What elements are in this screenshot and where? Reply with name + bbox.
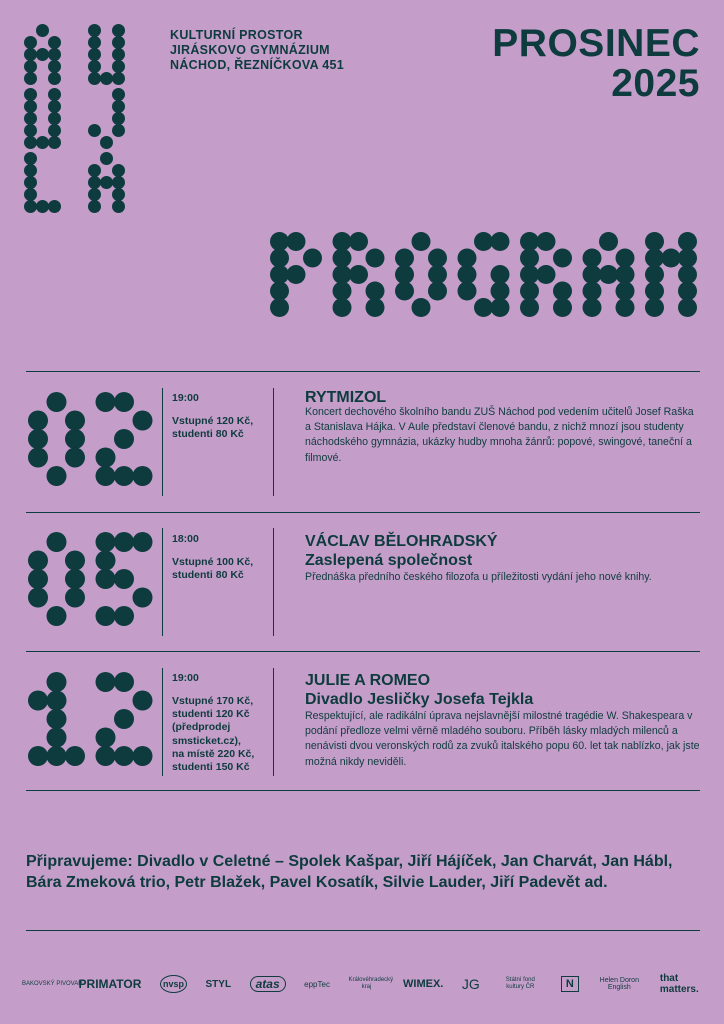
- event-separator-left: [162, 528, 163, 636]
- dot-glyph-L: [36, 200, 49, 213]
- dot-glyph-0: [65, 429, 85, 449]
- dot-glyph-P: [303, 249, 322, 268]
- dot-glyph-R: [333, 265, 352, 284]
- dot-glyph-U: [112, 24, 125, 37]
- dot-glyph-2: [114, 392, 134, 412]
- dot-glyph-J: [100, 136, 113, 149]
- dot-glyph-P: [270, 232, 289, 251]
- dot-glyph-A: [36, 48, 49, 61]
- dot-glyph-A: [112, 188, 125, 201]
- dot-glyph-O: [428, 265, 447, 284]
- dot-glyph-O: [412, 298, 431, 317]
- dot-glyph-A: [48, 60, 61, 73]
- dot-glyph-L: [24, 176, 37, 189]
- dot-glyph-A: [24, 36, 37, 49]
- month-heading: [492, 24, 700, 104]
- event-separator-right: [273, 668, 274, 776]
- dot-glyph-5: [96, 569, 116, 589]
- event-day-05: [28, 532, 150, 624]
- dot-glyph-A: [616, 265, 635, 284]
- dot-glyph-2: [114, 429, 134, 449]
- dot-glyph-2: [114, 672, 134, 692]
- dot-glyph-R: [349, 265, 368, 284]
- event-title: JULIE A ROMEO: [305, 672, 431, 689]
- aula-logo: [24, 24, 148, 212]
- dot-glyph-U: [88, 24, 101, 37]
- event-time: 19:00: [172, 392, 199, 404]
- dot-glyph-0: [65, 588, 85, 608]
- sponsor-primator-logo: PRIMATOR: [78, 977, 142, 991]
- dot-glyph-G: [491, 282, 510, 301]
- dot-glyph-U: [112, 60, 125, 73]
- dot-glyph-U: [48, 136, 61, 149]
- divider-2: [26, 651, 700, 652]
- dot-glyph-2: [133, 466, 153, 486]
- dot-glyph-2: [133, 746, 153, 766]
- sponsor-helendoron-logo: Helen Doron English: [599, 977, 639, 991]
- dot-glyph-5: [114, 569, 134, 589]
- dot-glyph-A: [48, 36, 61, 49]
- dot-glyph-O: [395, 249, 414, 268]
- dot-glyph-A: [48, 48, 61, 61]
- dot-glyph-5: [114, 532, 134, 552]
- dot-glyph-2: [96, 672, 116, 692]
- dot-glyph-A: [100, 176, 113, 189]
- venue-address: [170, 28, 344, 73]
- dot-glyph-G: [474, 232, 493, 251]
- dot-glyph-U: [36, 136, 49, 149]
- event-price: Vstupné 100 Kč, studenti 80 Kč: [172, 556, 254, 582]
- dot-glyph-U: [48, 88, 61, 101]
- dot-glyph-A: [616, 249, 635, 268]
- dot-glyph-M: [678, 298, 697, 317]
- dot-glyph-2: [96, 728, 116, 748]
- dot-glyph-M: [645, 232, 664, 251]
- event-day-12: [28, 672, 150, 764]
- dot-glyph-J: [88, 124, 101, 137]
- dot-glyph-A: [24, 60, 37, 73]
- dot-glyph-U: [48, 100, 61, 113]
- sponsor-wimex-logo: WIMEX.: [403, 978, 444, 990]
- dot-glyph-1: [65, 746, 85, 766]
- dot-glyph-L: [24, 164, 37, 177]
- dot-glyph-U: [112, 48, 125, 61]
- dot-glyph-R: [553, 298, 572, 317]
- dot-glyph-0: [47, 532, 67, 552]
- event-price: Vstupné 170 Kč, studenti 120 Kč (předprodej smsticket.cz), na místě 220 Kč, studenti 150 Kč: [172, 695, 255, 774]
- dot-glyph-0: [28, 569, 48, 589]
- dot-glyph-R: [333, 282, 352, 301]
- dot-glyph-R: [520, 282, 539, 301]
- sponsor-atas-logo: atas: [250, 976, 286, 992]
- event-description: Koncert dechového školního bandu ZUŠ Náchod pod vedením učitelů Josef Raška a Stanislava Hájka. V Aule představí členové bandu, z nichž mnozí jsou studenty náchodského gymnázia, ukázky hudby mnoha žánrů: popové, swingové, taneční a filmové.: [305, 406, 694, 464]
- dot-glyph-J: [112, 112, 125, 125]
- dot-glyph-0: [28, 429, 48, 449]
- dot-glyph-A: [112, 176, 125, 189]
- dot-glyph-A: [599, 232, 618, 251]
- dot-glyph-1: [47, 728, 67, 748]
- dot-glyph-U: [48, 112, 61, 125]
- dot-glyph-P: [270, 282, 289, 301]
- dot-glyph-R: [537, 232, 556, 251]
- event-separator-left: [162, 668, 163, 776]
- dot-glyph-A: [583, 298, 602, 317]
- dot-glyph-M: [645, 265, 664, 284]
- event-separator-left: [162, 388, 163, 496]
- dot-glyph-R: [537, 265, 556, 284]
- dot-glyph-2: [96, 448, 116, 468]
- event-subtitle: Zaslepená společnost: [305, 552, 473, 569]
- event-separator-right: [273, 388, 274, 496]
- venue-line-1: KULTURNÍ PROSTOR: [170, 28, 303, 42]
- dot-glyph-U: [88, 60, 101, 73]
- month-year: 2025: [611, 62, 700, 105]
- dot-glyph-U: [112, 72, 125, 85]
- dot-glyph-A: [583, 265, 602, 284]
- dot-glyph-R: [333, 298, 352, 317]
- month-name: PROSINEC: [492, 22, 700, 65]
- dot-glyph-P: [270, 249, 289, 268]
- dot-glyph-L: [24, 200, 37, 213]
- dot-glyph-M: [678, 232, 697, 251]
- sponsor-kraj-logo: Královéhradecký kraj: [348, 977, 394, 990]
- dot-glyph-A: [112, 164, 125, 177]
- dot-glyph-0: [28, 588, 48, 608]
- dot-glyph-5: [133, 532, 153, 552]
- dot-glyph-O: [428, 282, 447, 301]
- sponsor-nvsp-logo: nvsp: [160, 975, 187, 993]
- dot-glyph-M: [662, 249, 681, 268]
- dot-glyph-A: [616, 282, 635, 301]
- dot-glyph-U: [48, 124, 61, 137]
- dot-glyph-0: [47, 392, 67, 412]
- upcoming-program: Připravujeme: Divadlo v Celetné – Spolek Kašpar, Jiří Hájíček, Jan Charvát, Jan Hábl, Bára Zmeková trio, Petr Blažek, Pavel Kosatík, Silvie Lauder, Jiří Padevět ad.: [26, 853, 673, 891]
- event-day-02: [28, 392, 150, 484]
- event-subtitle: Divadlo Jesličky Josefa Tejkla: [305, 691, 534, 708]
- dot-glyph-R: [366, 282, 385, 301]
- dot-glyph-0: [65, 411, 85, 431]
- dot-glyph-0: [65, 448, 85, 468]
- sponsor-thatmatters-logo: that matters.: [659, 973, 699, 995]
- dot-glyph-A: [112, 200, 125, 213]
- sponsor-strip: [22, 966, 706, 1002]
- dot-glyph-U: [24, 124, 37, 137]
- dot-glyph-5: [96, 532, 116, 552]
- dot-glyph-U: [112, 36, 125, 49]
- dot-glyph-1: [28, 691, 48, 711]
- dot-glyph-A: [48, 72, 61, 85]
- dot-glyph-P: [270, 298, 289, 317]
- dot-glyph-U: [100, 72, 113, 85]
- divider-1: [26, 512, 700, 513]
- dot-glyph-M: [645, 298, 664, 317]
- dot-glyph-A: [36, 24, 49, 37]
- event-separator-right: [273, 528, 274, 636]
- dot-glyph-0: [28, 411, 48, 431]
- dot-glyph-U: [88, 48, 101, 61]
- dot-glyph-G: [491, 298, 510, 317]
- dot-glyph-0: [28, 448, 48, 468]
- sponsor-bakovsky-logo: BAKOVSKÝ PIVOVAR: [22, 980, 83, 987]
- dot-glyph-U: [24, 112, 37, 125]
- dot-glyph-P: [287, 265, 306, 284]
- dot-glyph-1: [47, 746, 67, 766]
- dot-glyph-2: [114, 709, 134, 729]
- dot-glyph-G: [491, 265, 510, 284]
- dot-glyph-R: [553, 249, 572, 268]
- dot-glyph-R: [553, 282, 572, 301]
- dot-glyph-A: [88, 200, 101, 213]
- dot-glyph-M: [678, 249, 697, 268]
- dot-glyph-5: [114, 606, 134, 626]
- dot-glyph-L: [24, 188, 37, 201]
- event-description: Respektující, ale radikální úprava nejslavnější milostné tragédie W. Shakespeara v podání předloze velmi věrně mladého souboru. Příběh lásky mladých milenců a nenávisti dvou veronských rodů za zvuků italského popu 60. let tak nablízko, jak jste možná nikdy neviděli.: [305, 710, 700, 768]
- dot-glyph-O: [412, 232, 431, 251]
- dot-glyph-0: [47, 606, 67, 626]
- dot-glyph-0: [47, 466, 67, 486]
- dot-glyph-O: [395, 265, 414, 284]
- dot-glyph-1: [28, 746, 48, 766]
- dot-glyph-U: [24, 88, 37, 101]
- dot-glyph-G: [458, 249, 477, 268]
- dot-glyph-A: [24, 72, 37, 85]
- dot-glyph-R: [349, 232, 368, 251]
- divider-bottom: [26, 930, 700, 931]
- dot-glyph-R: [366, 249, 385, 268]
- dot-glyph-A: [88, 176, 101, 189]
- divider-3: [26, 790, 700, 791]
- dot-glyph-5: [96, 551, 116, 571]
- dot-glyph-R: [333, 232, 352, 251]
- dot-glyph-R: [366, 298, 385, 317]
- dot-glyph-P: [270, 265, 289, 284]
- dot-glyph-L: [24, 152, 37, 165]
- dot-glyph-U: [24, 136, 37, 149]
- sponsor-jg-logo: JG: [461, 976, 480, 992]
- dot-glyph-M: [678, 265, 697, 284]
- dot-glyph-1: [47, 672, 67, 692]
- dot-glyph-0: [28, 551, 48, 571]
- dot-glyph-5: [96, 606, 116, 626]
- dot-glyph-2: [133, 411, 153, 431]
- dot-glyph-A: [88, 164, 101, 177]
- dot-glyph-J: [112, 88, 125, 101]
- program-heading: [270, 232, 702, 316]
- dot-glyph-2: [114, 746, 134, 766]
- venue-line-3: NÁCHOD, ŘEZNÍČKOVA 451: [170, 58, 344, 72]
- dot-glyph-R: [520, 265, 539, 284]
- dot-glyph-L: [48, 200, 61, 213]
- event-title: VÁCLAV BĚLOHRADSKÝ: [305, 533, 498, 550]
- dot-glyph-2: [96, 466, 116, 486]
- dot-glyph-1: [47, 709, 67, 729]
- dot-glyph-0: [65, 551, 85, 571]
- sponsor-styl-logo: STYL: [205, 978, 232, 990]
- divider-top: [26, 371, 700, 372]
- dot-glyph-G: [458, 265, 477, 284]
- dot-glyph-G: [458, 282, 477, 301]
- dot-glyph-A: [100, 152, 113, 165]
- sponsor-n-logo: N: [561, 976, 579, 992]
- dot-glyph-J: [112, 100, 125, 113]
- dot-glyph-2: [96, 746, 116, 766]
- dot-glyph-U: [24, 100, 37, 113]
- dot-glyph-R: [520, 232, 539, 251]
- dot-glyph-A: [583, 249, 602, 268]
- dot-glyph-J: [112, 124, 125, 137]
- venue-line-2: JIRÁSKOVO GYMNÁZIUM: [170, 43, 330, 57]
- dot-glyph-2: [133, 691, 153, 711]
- event-description: Přednáška předního českého filozofa u příležitosti vydání jeho nové knihy.: [305, 571, 652, 583]
- dot-glyph-O: [428, 249, 447, 268]
- dot-glyph-M: [678, 282, 697, 301]
- dot-glyph-R: [520, 249, 539, 268]
- dot-glyph-A: [24, 48, 37, 61]
- dot-glyph-A: [88, 188, 101, 201]
- dot-glyph-U: [88, 72, 101, 85]
- dot-glyph-1: [47, 691, 67, 711]
- dot-glyph-A: [599, 265, 618, 284]
- dot-glyph-G: [491, 232, 510, 251]
- event-title: RYTMIZOL: [305, 389, 387, 406]
- dot-glyph-R: [333, 249, 352, 268]
- event-price: Vstupné 120 Kč, studenti 80 Kč: [172, 415, 254, 441]
- dot-glyph-U: [88, 36, 101, 49]
- dot-glyph-2: [114, 466, 134, 486]
- dot-glyph-P: [287, 232, 306, 251]
- dot-glyph-R: [520, 298, 539, 317]
- dot-glyph-M: [645, 282, 664, 301]
- dot-glyph-G: [474, 298, 493, 317]
- sponsor-sfk-logo: Státní fond kultury ČR: [505, 977, 535, 990]
- dot-glyph-2: [96, 392, 116, 412]
- dot-glyph-0: [65, 569, 85, 589]
- dot-glyph-A: [616, 298, 635, 317]
- dot-glyph-M: [645, 249, 664, 268]
- dot-glyph-A: [583, 282, 602, 301]
- dot-glyph-O: [395, 282, 414, 301]
- event-time: 18:00: [172, 533, 199, 545]
- dot-glyph-5: [133, 588, 153, 608]
- sponsor-epptec-logo: eppTec: [304, 979, 330, 989]
- event-time: 19:00: [172, 672, 199, 684]
